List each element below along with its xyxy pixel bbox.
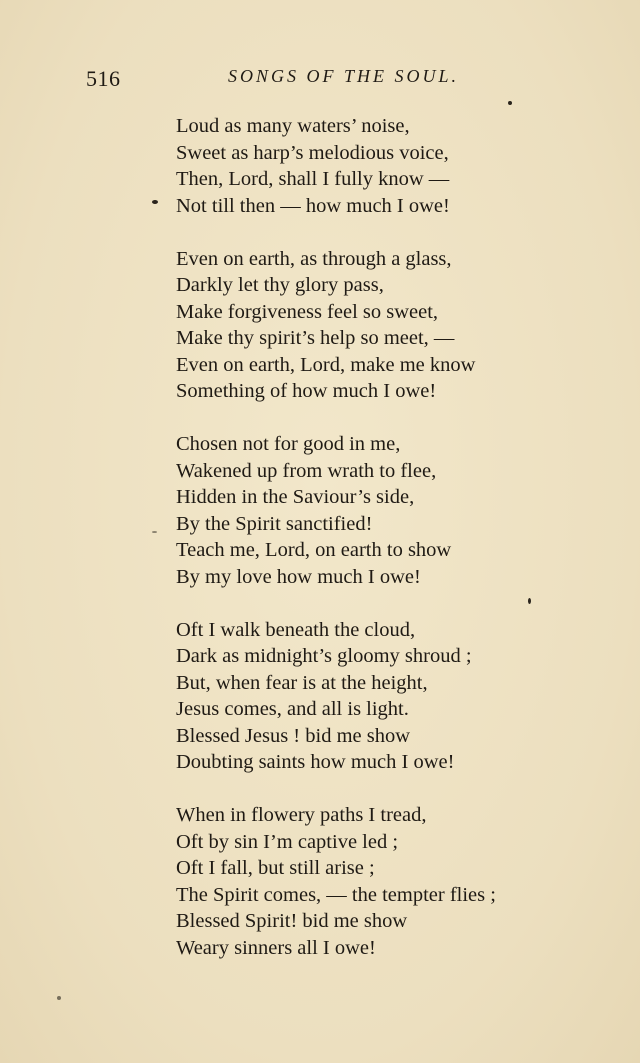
poem-line: By my love how much I owe! <box>176 565 421 588</box>
poem-line: When in flowery paths I tread, <box>176 804 427 826</box>
poem-line: Wakened up from wrath to flee, <box>176 459 437 482</box>
poem-line: Darkly let thy glory pass, <box>176 274 384 296</box>
paper-speck <box>528 598 531 604</box>
stanza-1 <box>176 113 616 219</box>
poem-line: Something of how much I owe! <box>176 380 437 402</box>
page-number: 516 <box>86 66 121 91</box>
paper-speck <box>152 200 158 204</box>
poem-line: Weary sinners all I owe! <box>176 936 376 959</box>
poem-line: Then, Lord, shall I fully know — <box>176 168 450 190</box>
stanza-5 <box>176 802 616 961</box>
poem-line: Blessed Spirit! bid me show <box>176 910 408 932</box>
poem-line: Even on earth, as through a glass, <box>176 247 452 270</box>
stanza-3 <box>176 431 616 590</box>
poem-line: Chosen not for good in me, <box>176 433 401 455</box>
paper-speck <box>152 531 157 533</box>
poem-line: Blessed Jesus ! bid me show <box>176 724 411 747</box>
stanza-4 <box>176 617 616 776</box>
poem-line: By the Spirit sanctified! <box>176 512 373 535</box>
poem-line: Dark as midnight’s gloomy shroud ; <box>176 645 472 667</box>
poem-line: The Spirit comes, — the tempter flies ; <box>176 883 496 906</box>
poem-line: Jesus comes, and all is light. <box>176 698 409 720</box>
poem-line: Doubting saints how much I owe! <box>176 751 455 773</box>
poem <box>176 113 616 988</box>
paper-speck <box>508 101 512 105</box>
running-title: SONGS OF THE SOUL. <box>228 66 460 86</box>
poem-line: But, when fear is at the height, <box>176 671 428 694</box>
poem-line: Sweet as harp’s melodious voice, <box>176 141 449 164</box>
poem-line: Even on earth, Lord, make me know <box>176 353 476 376</box>
poem-line: Make thy spirit’s help so meet, — <box>176 327 455 349</box>
poem-line: Loud as many waters’ noise, <box>176 115 410 137</box>
poem-line: Oft I fall, but still arise ; <box>176 857 375 879</box>
poem-line: Not till then — how much I owe! <box>176 194 450 217</box>
poem-line: Make forgiveness feel so sweet, <box>176 300 439 323</box>
paper-speck <box>57 996 61 1000</box>
poem-line: Oft by sin I’m captive led ; <box>176 830 399 853</box>
poem-line: Oft I walk beneath the cloud, <box>176 618 416 641</box>
poem-line: Hidden in the Saviour’s side, <box>176 486 415 508</box>
stanza-2 <box>176 246 616 405</box>
poem-line: Teach me, Lord, on earth to show <box>176 539 452 561</box>
